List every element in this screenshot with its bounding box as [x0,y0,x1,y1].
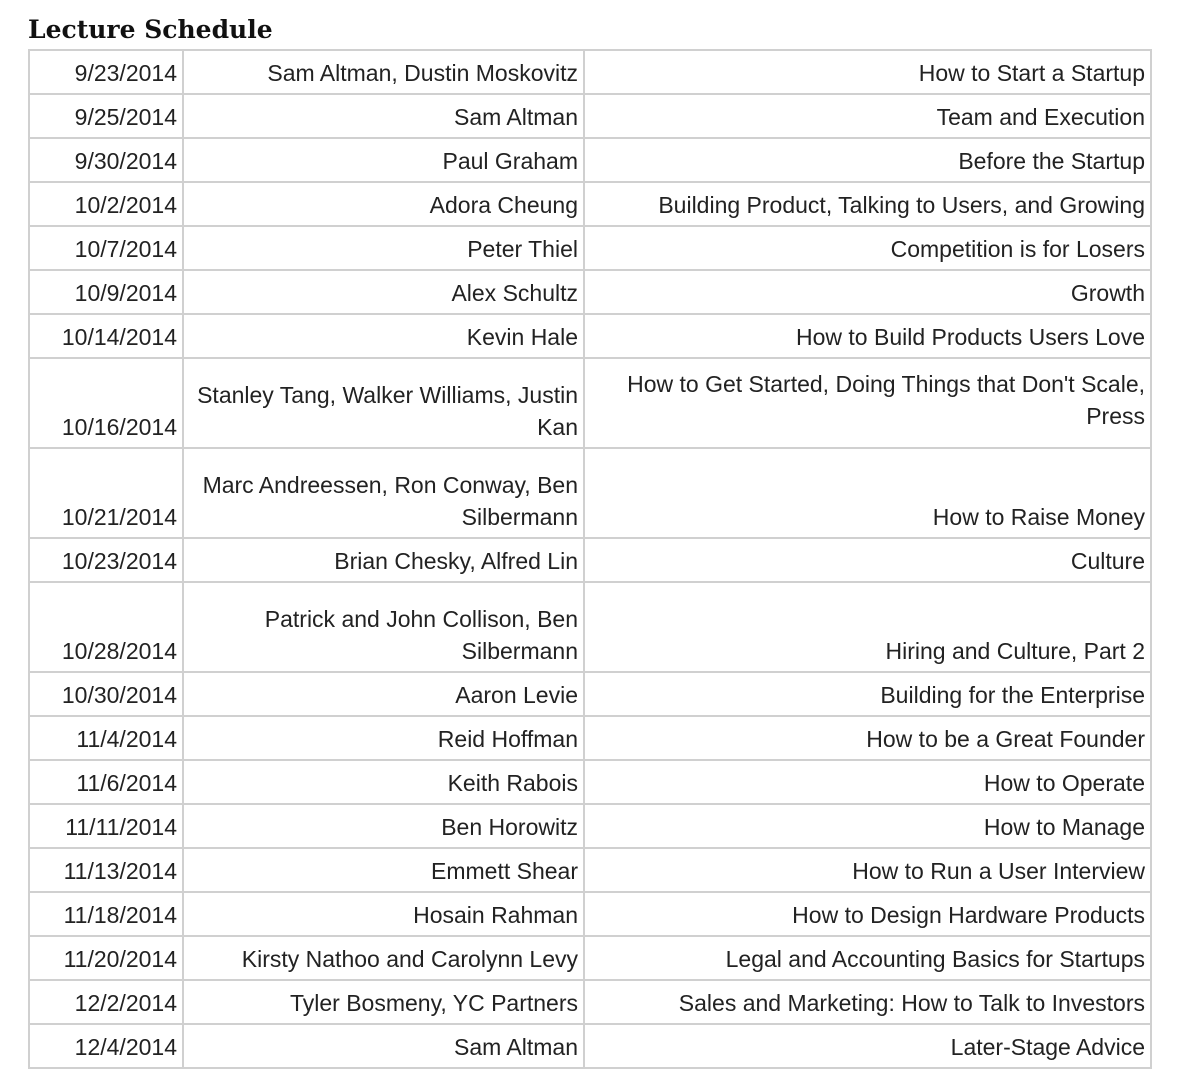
speaker-cell: Kirsty Nathoo and Carolynn Levy [183,936,584,980]
table-row [29,448,1151,538]
table-row [29,314,1151,358]
table-row [29,270,1151,314]
topic-cell: How to Build Products Users Love [584,314,1151,358]
topic-cell: How to Raise Money [584,448,1151,538]
speaker-cell: Keith Rabois [183,760,584,804]
topic-cell: Growth [584,270,1151,314]
topic-cell: Building for the Enterprise [584,672,1151,716]
topic-cell: How to Run a User Interview [584,848,1151,892]
speaker-cell: Tyler Bosmeny, YC Partners [183,980,584,1024]
topic-cell: How to Operate [584,760,1151,804]
page-title: Lecture Schedule [28,15,273,44]
date-cell: 11/4/2014 [29,716,183,760]
table-row [29,936,1151,980]
table-row [29,848,1151,892]
table-row [29,358,1151,448]
date-cell: 11/20/2014 [29,936,183,980]
speaker-cell: Adora Cheung [183,182,584,226]
topic-cell: How to Start a Startup [584,50,1151,94]
speaker-cell: Reid Hoffman [183,716,584,760]
topic-cell: Sales and Marketing: How to Talk to Investors [584,980,1151,1024]
speaker-cell: Ben Horowitz [183,804,584,848]
date-cell: 11/11/2014 [29,804,183,848]
date-cell: 10/14/2014 [29,314,183,358]
topic-cell: How to Get Started, Doing Things that Don't Scale, Press [584,358,1151,448]
topic-cell: How to Manage [584,804,1151,848]
date-cell: 11/13/2014 [29,848,183,892]
speaker-cell: Alex Schultz [183,270,584,314]
date-cell: 10/23/2014 [29,538,183,582]
date-cell: 9/30/2014 [29,138,183,182]
topic-cell: How to be a Great Founder [584,716,1151,760]
table-row [29,138,1151,182]
table-row [29,760,1151,804]
date-cell: 9/25/2014 [29,94,183,138]
speaker-cell: Brian Chesky, Alfred Lin [183,538,584,582]
table-row [29,582,1151,672]
topic-cell: Building Product, Talking to Users, and Growing [584,182,1151,226]
topic-cell: Competition is for Losers [584,226,1151,270]
topic-cell: Legal and Accounting Basics for Startups [584,936,1151,980]
speaker-cell: Sam Altman, Dustin Moskovitz [183,50,584,94]
date-cell: 10/28/2014 [29,582,183,672]
date-cell: 11/18/2014 [29,892,183,936]
topic-cell: Team and Execution [584,94,1151,138]
date-cell: 10/7/2014 [29,226,183,270]
date-cell: 10/2/2014 [29,182,183,226]
speaker-cell: Paul Graham [183,138,584,182]
speaker-cell: Aaron Levie [183,672,584,716]
speaker-cell: Hosain Rahman [183,892,584,936]
speaker-cell: Marc Andreessen, Ron Conway, Ben Silbermann [183,448,584,538]
date-cell: 10/9/2014 [29,270,183,314]
topic-cell: Later-Stage Advice [584,1024,1151,1068]
topic-cell: Culture [584,538,1151,582]
speaker-cell: Peter Thiel [183,226,584,270]
table-row [29,892,1151,936]
speaker-cell: Kevin Hale [183,314,584,358]
date-cell: 11/6/2014 [29,760,183,804]
topic-cell: Hiring and Culture, Part 2 [584,582,1151,672]
table-row [29,538,1151,582]
topic-cell: Before the Startup [584,138,1151,182]
table-row [29,716,1151,760]
date-cell: 10/30/2014 [29,672,183,716]
table-row [29,182,1151,226]
speaker-cell: Sam Altman [183,94,584,138]
table-row [29,1024,1151,1068]
speaker-cell: Emmett Shear [183,848,584,892]
speaker-cell: Stanley Tang, Walker Williams, Justin Kan [183,358,584,448]
table-row [29,804,1151,848]
date-cell: 9/23/2014 [29,50,183,94]
date-cell: 10/16/2014 [29,358,183,448]
speaker-cell: Patrick and John Collison, Ben Silbermann [183,582,584,672]
lecture-schedule-table [28,49,1152,1069]
table-row [29,672,1151,716]
date-cell: 10/21/2014 [29,448,183,538]
table-row [29,94,1151,138]
table-row [29,226,1151,270]
topic-cell: How to Design Hardware Products [584,892,1151,936]
date-cell: 12/4/2014 [29,1024,183,1068]
date-cell: 12/2/2014 [29,980,183,1024]
table-row [29,980,1151,1024]
speaker-cell: Sam Altman [183,1024,584,1068]
table-row [29,50,1151,94]
